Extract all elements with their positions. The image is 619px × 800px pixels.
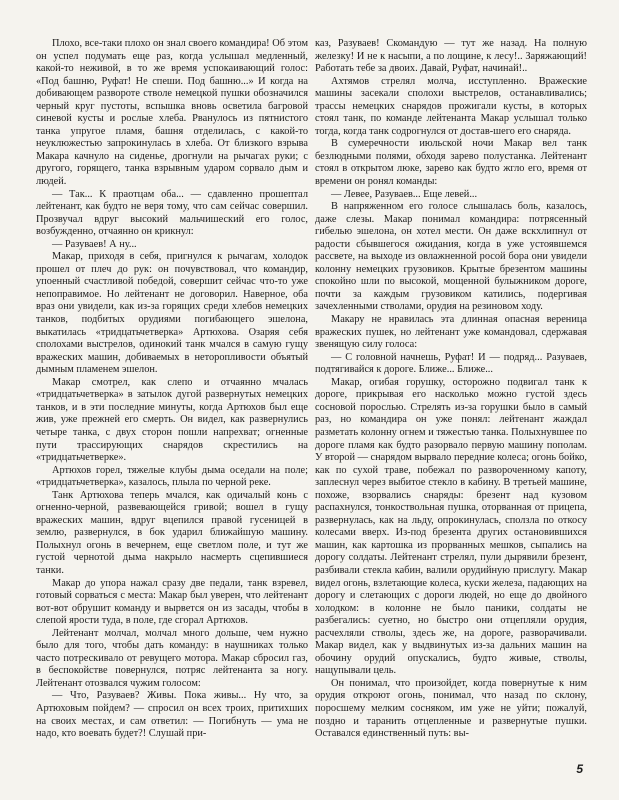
- right-text-column: [315, 38, 587, 741]
- paragraph: Он понимал, что произойдет, когда повернутые к ним орудия откроют огонь, понимал, что назад по склону, поросшему мелким сосняком, им уже не уйти; пожалуй, поздно и таранить отцепленные и развернутые пушки. Оставался единственный путь: вы-: [315, 677, 587, 740]
- paragraph: — Что, Разуваев? Живы. Пока живы... Ну что, за Артюховым пойдем? — спросил он всех троих, притихших на своих местах, и сам ответил: — Погибнуть — ума не надо, кто воевать будет?! Слушай при-: [36, 690, 308, 740]
- paragraph: Артюхов горел, тяжелые клубы дыма оседали на поле; «тридцатьчетверка», казалось, плыла по черной реке.: [36, 464, 308, 489]
- paragraph: В сумеречности июльской ночи Макар вел танк безлюдными полями, обходя зарево полустанка. Лейтенант стоял в открытом люке, зарево как будто жгло его, время от времени он ронял команды:: [315, 138, 587, 188]
- paragraph-continuation: каз, Разуваев! Скомандую — тут же назад. На полную железку! И не к насыпи, а по лощине, к лесу!.. Заряжающий! Работать тебе за двоих. Давай, Руфат, начинай!..: [315, 38, 587, 75]
- paragraph: Макар до упора нажал сразу две педали, танк взревел, готовый сорваться с места: Макар был уверен, что лейтенант вот-вот обрушит команду и вырвется он из засады, чтобы в слепой ярости туда, в поле, где сгорал Артюхов.: [36, 577, 308, 627]
- paragraph: Танк Артюхова теперь мчался, как одичалый конь с огненно-черной, развевающейся гривой; вошел в гущу вражеских машин, вдруг вцепился правой гусеницей в землю, развернулся, в бок ударил ближайшую машину. Полыхнул огонь в вечернем, еще светлом поле, и тут же густой чернотой дыма накрыло насмерть сцепившиеся танки.: [36, 489, 308, 576]
- paragraph: Макар, огибая горушку, осторожно подвигал танк к дороге, прикрывая его насколько можно густой здесь сосновой порослью. Стрелять из-за горушки было в самый раз, но командира он уже понял: лейтенант жаждал разметать колонну огнем и тяжестью танка. Полыхнувшее по дороге пламя как будто разорвало первую машину пополам. У второй — снарядом вырвало передние колеса; огонь бойко, как по сухой траве, побежал по развороченному капоту, заплеснул через выбитое стекло в кабину. В третьей машине, похоже, взорвались снаряды: брезент над кузовом распахнулся, тонкоствольная пушка, оторванная от прицепа, развернулась, как на льду, опрокинулась, сползла по откосу колесами вверх. Из-под брезента других остановившихся машин, как картошка из прорванных мешков, сыпались на дорогу солдаты. Лейтенант стрелял, пули дырявили брезент, разбивали стекла кабин, валили орудийную прислугу. Макар видел огонь, взлетающие колеса, куски железа, падающих на дорогу и слетающих с дороги людей, но еще до двойного холодком: в колонне не было паники, солдаты не разбегались: суетно, но быстро они отцепляли орудия, расчехляли стволы, здесь же, на дороге, разворачивали. Макар видел, как у выдвинутых из-за дальних машин на обочину орудий опускались, будто живые, стволы, нащупывали цель.: [315, 376, 587, 677]
- paragraph: — Так... К праотцам оба... — сдавленно прошептал лейтенант, как будто не веря тому, что сам сейчас совершил. Прозвучал вдруг высокий мальчишеский его голос, возбужденно, отчаянно он крикнул:: [36, 188, 308, 238]
- paragraph: Ахтямов стрелял молча, исступленно. Вражеские машины засекали сполохи выстрелов, останавливались; трассы немецких снарядов прожигали кусты, в которых стоял танк, по команде лейтенанта Макар услышал только тогда, когда танк содрогнулся от достав-шего его снаряда.: [315, 75, 587, 137]
- paragraph: Плохо, все-таки плохо он знал своего командира! Об этом он успел подумать еще раз, когда услышал медленный, какой-то неживой, в то же время успокаивающий голос: «Под башню, Руфат! Не спеши. Под башню...» И когда на добивающем развороте стволе немецкой пушки обозначился черный круг пустоты, вспышка вновь осветила багровой синевой кусты и рослые хлеба. Рванулось из пятнистого танка упругое пламя, башня отделилась, с какой-то неуклюжестью запрокинулась в хлеба. От близкого взрыва Макара качнуло на сиденье, дрогнули на рычагах руки; с другого, горящего, танка взрывным ударом сорвало дым и людей.: [36, 38, 308, 188]
- page-number: 5: [576, 762, 583, 776]
- paragraph: Макар смотрел, как слепо и отчаянно мчалась «тридцатьчетверка» в затылок дугой развернутых немецких танков, и в эти последние минуты, когда Артюхов был еще жив, уже прежней его смерть. Он видел, как развернулись четыре танка, с двух сторон пошли напрехват; огненные пути трассирующих снарядов скрестились на «тридцатьчетверке».: [36, 376, 308, 464]
- paragraph: В напряженном его голосе слышалась боль, казалось, даже слезы. Макар понимал командира: потрясенный гибелью эшелона, он хотел мести. Он даже вскхлипнул от радости сбывшегося ожидания, когда в уже устоявшемся рассвете, на выходе из овлажненной росой бора они увидели колонну немецких грузовиков. Крытые брезентом машины спокойно шли по высокой, мощенной булыжником дороге, почти за каждым грузовиком катились, подергивая зачехленными стволами, орудия на резиновом ходу.: [315, 201, 587, 313]
- paragraph: — Левее, Разуваев... Еще левей...: [331, 188, 478, 200]
- left-text-column: [36, 38, 308, 741]
- paragraph: — С головной начнешь, Руфат! И — подряд... Разуваев, подтягивайся к дороге. Ближе... Ближе...: [315, 351, 587, 376]
- paragraph: Макар, приходя в себя, пригнулся к рычагам, холодок прошел от плеч до рук: он почувствовал, что командир, упоенный счастливой победой, совершит сейчас что-то уже непоправимое. Но лейтенант не договорил. Наверное, оба враз они увидели, как из-за горящих среди хлебов немецких танков, подбитых орудиями погибающего эшелона, выкатилась «тридцатьчетверка» Артюхова. Озаряя себя сполохами выстрелов, одинокий танк мчался в самую гущу вражеских машин, добиваемых в неторопливости объятый дымным пламенем эшелон.: [36, 251, 308, 376]
- paragraph: Макару не нравилась эта длинная опасная вереница вражеских пушек, но лейтенант уже командовал, сдержавая звенящую силу голоса:: [315, 314, 587, 351]
- paragraph: Лейтенант молчал, молчал много дольше, чем нужно было для того, чтобы дать команду: в наушниках только часто потрескивало от ревущего мотора. Макар сбросил газ, в беспокойстве повернулся, потряс лейтенанта за ногу. Лейтенант отозвался чужим голосом:: [36, 627, 308, 689]
- paragraph: — Разуваев! А ну...: [52, 238, 137, 250]
